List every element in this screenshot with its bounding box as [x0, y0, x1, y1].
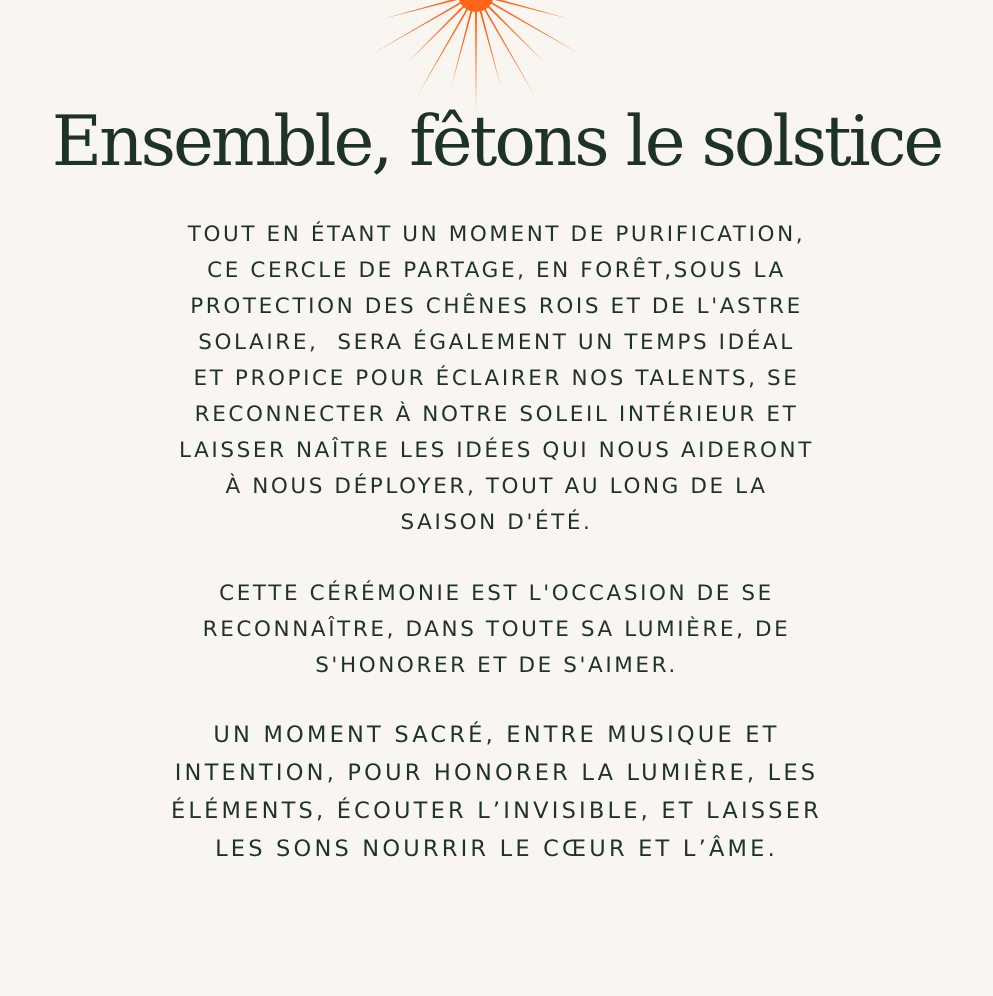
sun-ray	[417, 7, 469, 96]
paragraph-line: TOUT EN ÉTANT UN MOMENT DE PURIFICATION,	[187, 222, 806, 247]
paragraph-line: UN MOMENT SACRÉ, ENTRE MUSIQUE ET	[213, 722, 780, 748]
sun-ray	[483, 7, 535, 96]
paragraph-line: RECONNAÎTRE, DANS TOUTE SA LUMIÈRE, DE	[202, 617, 791, 642]
paragraph-line: S'HONORER ET DE S'AIMER.	[315, 653, 678, 678]
page-title: Ensemble, fêtons le solstice	[51, 102, 942, 182]
paragraph-moment-sacre	[90, 716, 903, 868]
paragraph-ceremonie	[90, 576, 903, 684]
paragraph-line: CETTE CÉRÉMONIE EST L'OCCASION DE SE	[219, 581, 774, 606]
paragraph-line: LAISSER NAÎTRE LES IDÉES QUI NOUS AIDERONT	[179, 438, 814, 463]
paragraph-line: À NOUS DÉPLOYER, TOUT AU LONG DE LA	[225, 474, 768, 499]
paragraph-line: PROTECTION DES CHÊNES ROIS ET DE L'ASTRE	[190, 294, 803, 319]
paragraph-line: RECONNECTER À NOTRE SOLEIL INTÉRIEUR ET	[194, 402, 799, 427]
paragraph-line: ET PROPICE POUR ÉCLAIRER NOS TALENTS, SE	[193, 366, 800, 391]
sun-ray	[479, 9, 501, 87]
sun-ray	[408, 5, 465, 62]
sun-ray	[487, 5, 544, 62]
paragraph-line: INTENTION, POUR HONORER LA LUMIÈRE, LES	[174, 760, 819, 786]
paragraph-line: SOLAIRE, SERA ÉGALEMENT UN TEMPS IDÉAL	[198, 330, 795, 355]
paragraph-purification	[90, 217, 903, 541]
paragraph-line: ÉLÉMENTS, ÉCOUTER L’INVISIBLE, ET LAISSER	[170, 798, 822, 824]
sun-ray	[374, 1, 463, 53]
paragraph-line: SAISON D'ÉTÉ.	[400, 510, 593, 535]
paragraph-line: LES SONS NOURRIR LE CŒUR ET L’ÂME.	[215, 836, 778, 862]
paragraph-line: CE CERCLE DE PARTAGE, EN FORÊT,SOUS LA	[207, 258, 786, 283]
sun-ray	[451, 9, 473, 87]
sun-ray	[489, 1, 578, 53]
sun-core	[458, 0, 494, 12]
